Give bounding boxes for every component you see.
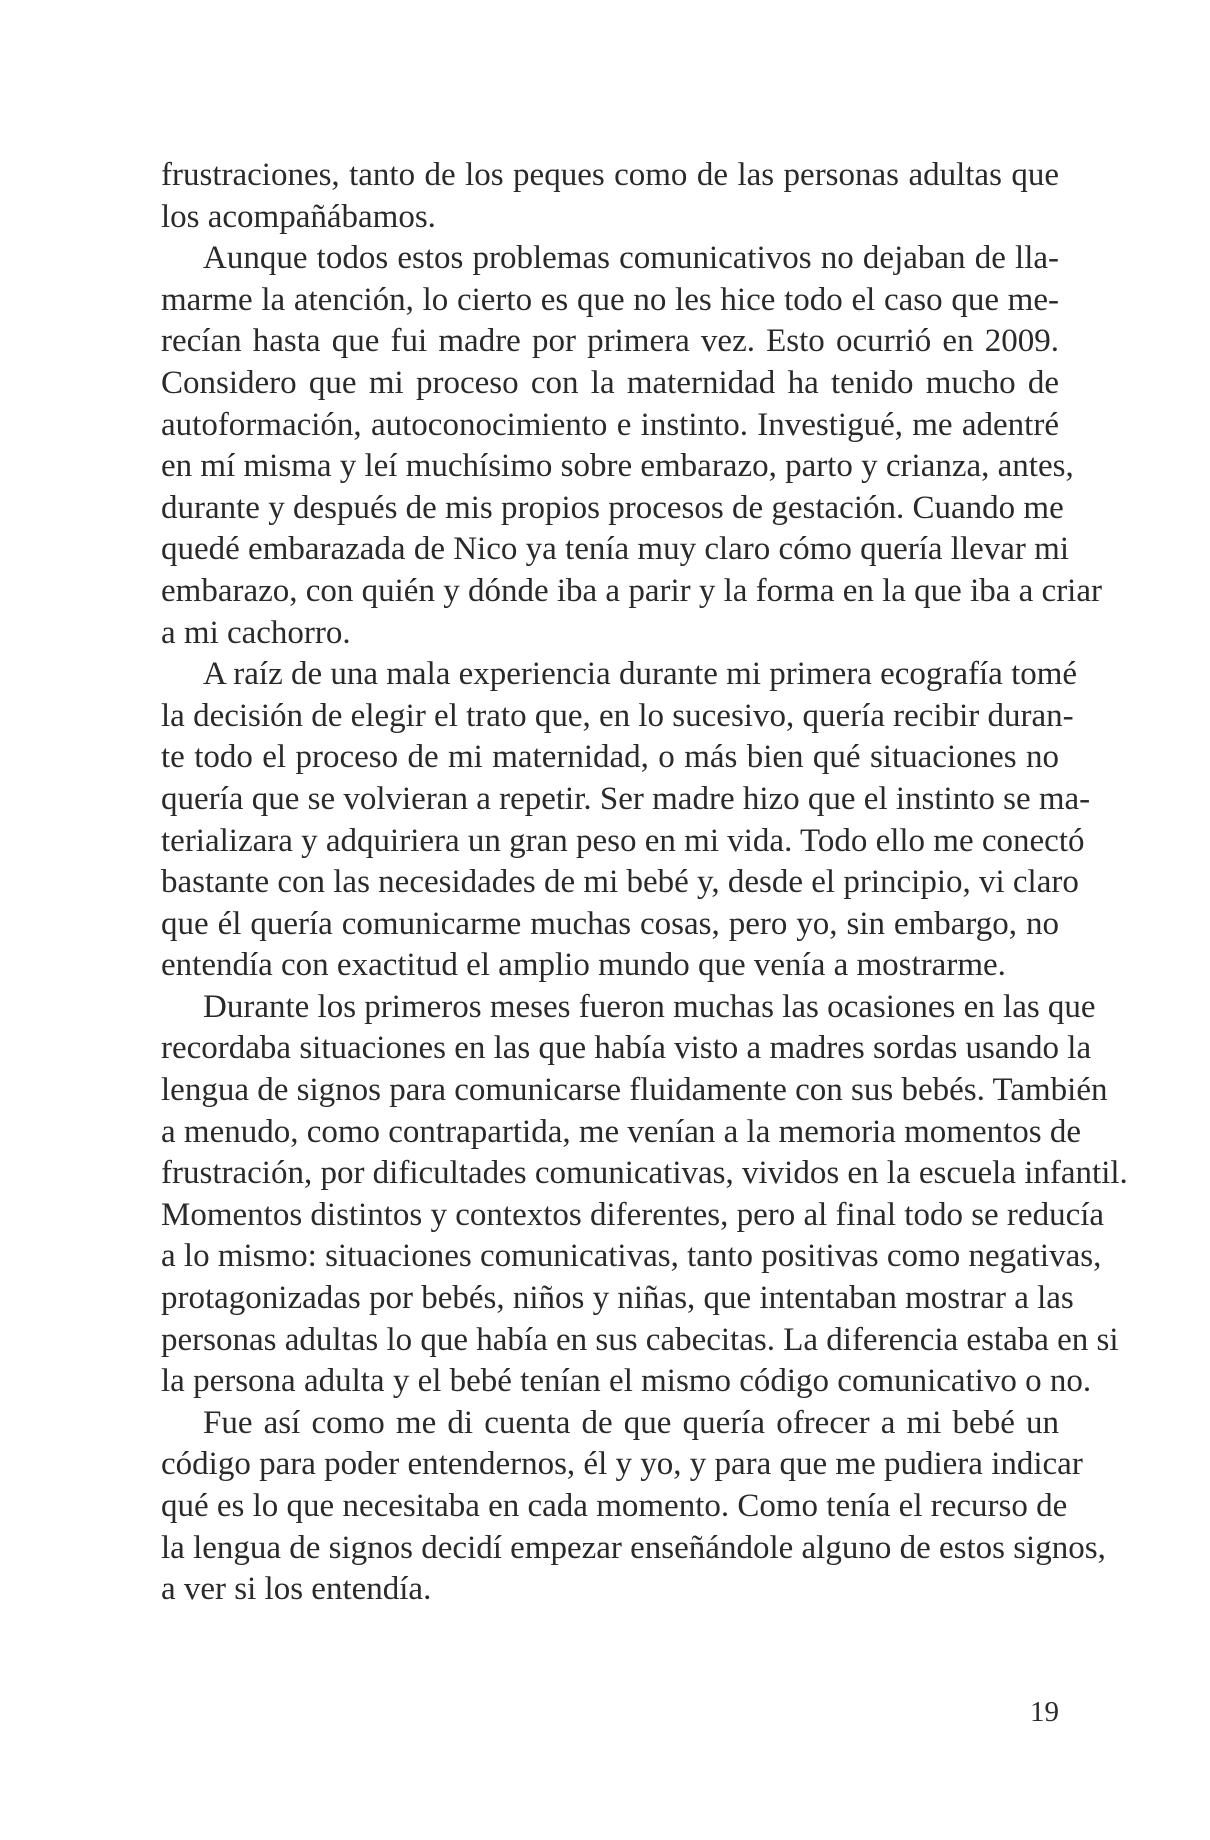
- text-line: Aunque todos estos problemas comunicativos no dejaban de lla-: [203, 240, 1059, 277]
- text-line: Durante los primeros meses fueron muchas las ocasiones en las que: [203, 988, 1096, 1025]
- text-line: bastante con las necesidades de mi bebé y, desde el principio, vi claro: [161, 864, 1079, 901]
- paragraph: [161, 1403, 1106, 1611]
- text-line: marme la atención, lo cierto es que no les hice todo el caso que me-: [161, 281, 1059, 318]
- text-line: quedé embarazada de Nico ya tenía muy claro cómo quería llevar mi: [161, 531, 1069, 568]
- text-line: recordaba situaciones en las que había visto a madres sordas usando la: [161, 1030, 1092, 1067]
- text-line: entendía con exactitud el amplio mundo que venía a mostrarme.: [161, 947, 1006, 984]
- text-line: terializara y adquiriera un gran peso en mi vida. Todo ello me conectó: [161, 822, 1085, 859]
- text-line: a lo mismo: situaciones comunicativas, tanto positivas como negativas,: [161, 1238, 1102, 1275]
- text-line: los acompañábamos.: [161, 198, 436, 235]
- paragraph: [161, 654, 1091, 987]
- text-line: la lengua de signos decidí empezar enseñándole alguno de estos signos,: [161, 1529, 1106, 1566]
- text-line: Momentos distintos y contextos diferentes, pero al final todo se reducía: [161, 1196, 1105, 1233]
- text-line: a mi cachorro.: [161, 614, 351, 651]
- text-line: frustraciones, tanto de los peques como de las personas adultas que: [161, 157, 1059, 193]
- text-line: qué es lo que necesitaba en cada momento. Como tenía el recurso de: [161, 1488, 1068, 1524]
- text-line: quería que se volvieran a repetir. Ser madre hizo que el instinto se ma-: [161, 780, 1091, 817]
- text-line: lengua de signos para comunicarse fluidamente con sus bebés. También: [161, 1072, 1108, 1109]
- text-line: la decisión de elegir el trato que, en lo sucesivo, quería recibir duran-: [161, 697, 1074, 734]
- body-text: [161, 155, 1128, 1611]
- page-number: 19: [1030, 1696, 1059, 1728]
- text-line: embarazo, con quién y dónde iba a parir y la forma en la que iba a criar: [161, 572, 1102, 609]
- paragraph: [161, 238, 1102, 654]
- text-line: Considero que mi proceso con la maternidad ha tenido mucho de: [161, 364, 1059, 401]
- text-line: te todo el proceso de mi maternidad, o más bien qué situaciones no: [161, 739, 1059, 776]
- text-line: en mí misma y leí muchísimo sobre embarazo, parto y crianza, antes,: [161, 448, 1074, 485]
- text-line: protagonizadas por bebés, niños y niñas, que intentaban mostrar a las: [161, 1280, 1074, 1317]
- paragraph: [161, 987, 1128, 1403]
- text-line: A raíz de una mala experiencia durante mi primera ecografía tomé: [203, 656, 1078, 693]
- paragraph: [161, 155, 1059, 238]
- text-line: autoformación, autoconocimiento e instinto. Investigué, me adentré: [161, 406, 1059, 443]
- text-line: a ver si los entendía.: [161, 1571, 432, 1608]
- text-line: Fue así como me di cuenta de que quería ofrecer a mi bebé un: [203, 1404, 1059, 1441]
- text-line: durante y después de mis propios procesos de gestación. Cuando me: [161, 489, 1064, 526]
- text-line: frustración, por dificultades comunicativas, vividos en la escuela infantil.: [161, 1155, 1128, 1192]
- text-line: la persona adulta y el bebé tenían el mismo código comunicativo o no.: [161, 1363, 1092, 1400]
- text-line: personas adultas lo que había en sus cabecitas. La diferencia estaba en si: [161, 1321, 1119, 1358]
- text-line: recían hasta que fui madre por primera vez. Esto ocurrió en 2009.: [161, 323, 1059, 360]
- text-line: que él quería comunicarme muchas cosas, pero yo, sin embargo, no: [161, 905, 1059, 942]
- text-line: código para poder entendernos, él y yo, y para que me pudiera indicar: [161, 1446, 1083, 1483]
- text-line: a menudo, como contrapartida, me venían a la memoria momentos de: [161, 1113, 1082, 1150]
